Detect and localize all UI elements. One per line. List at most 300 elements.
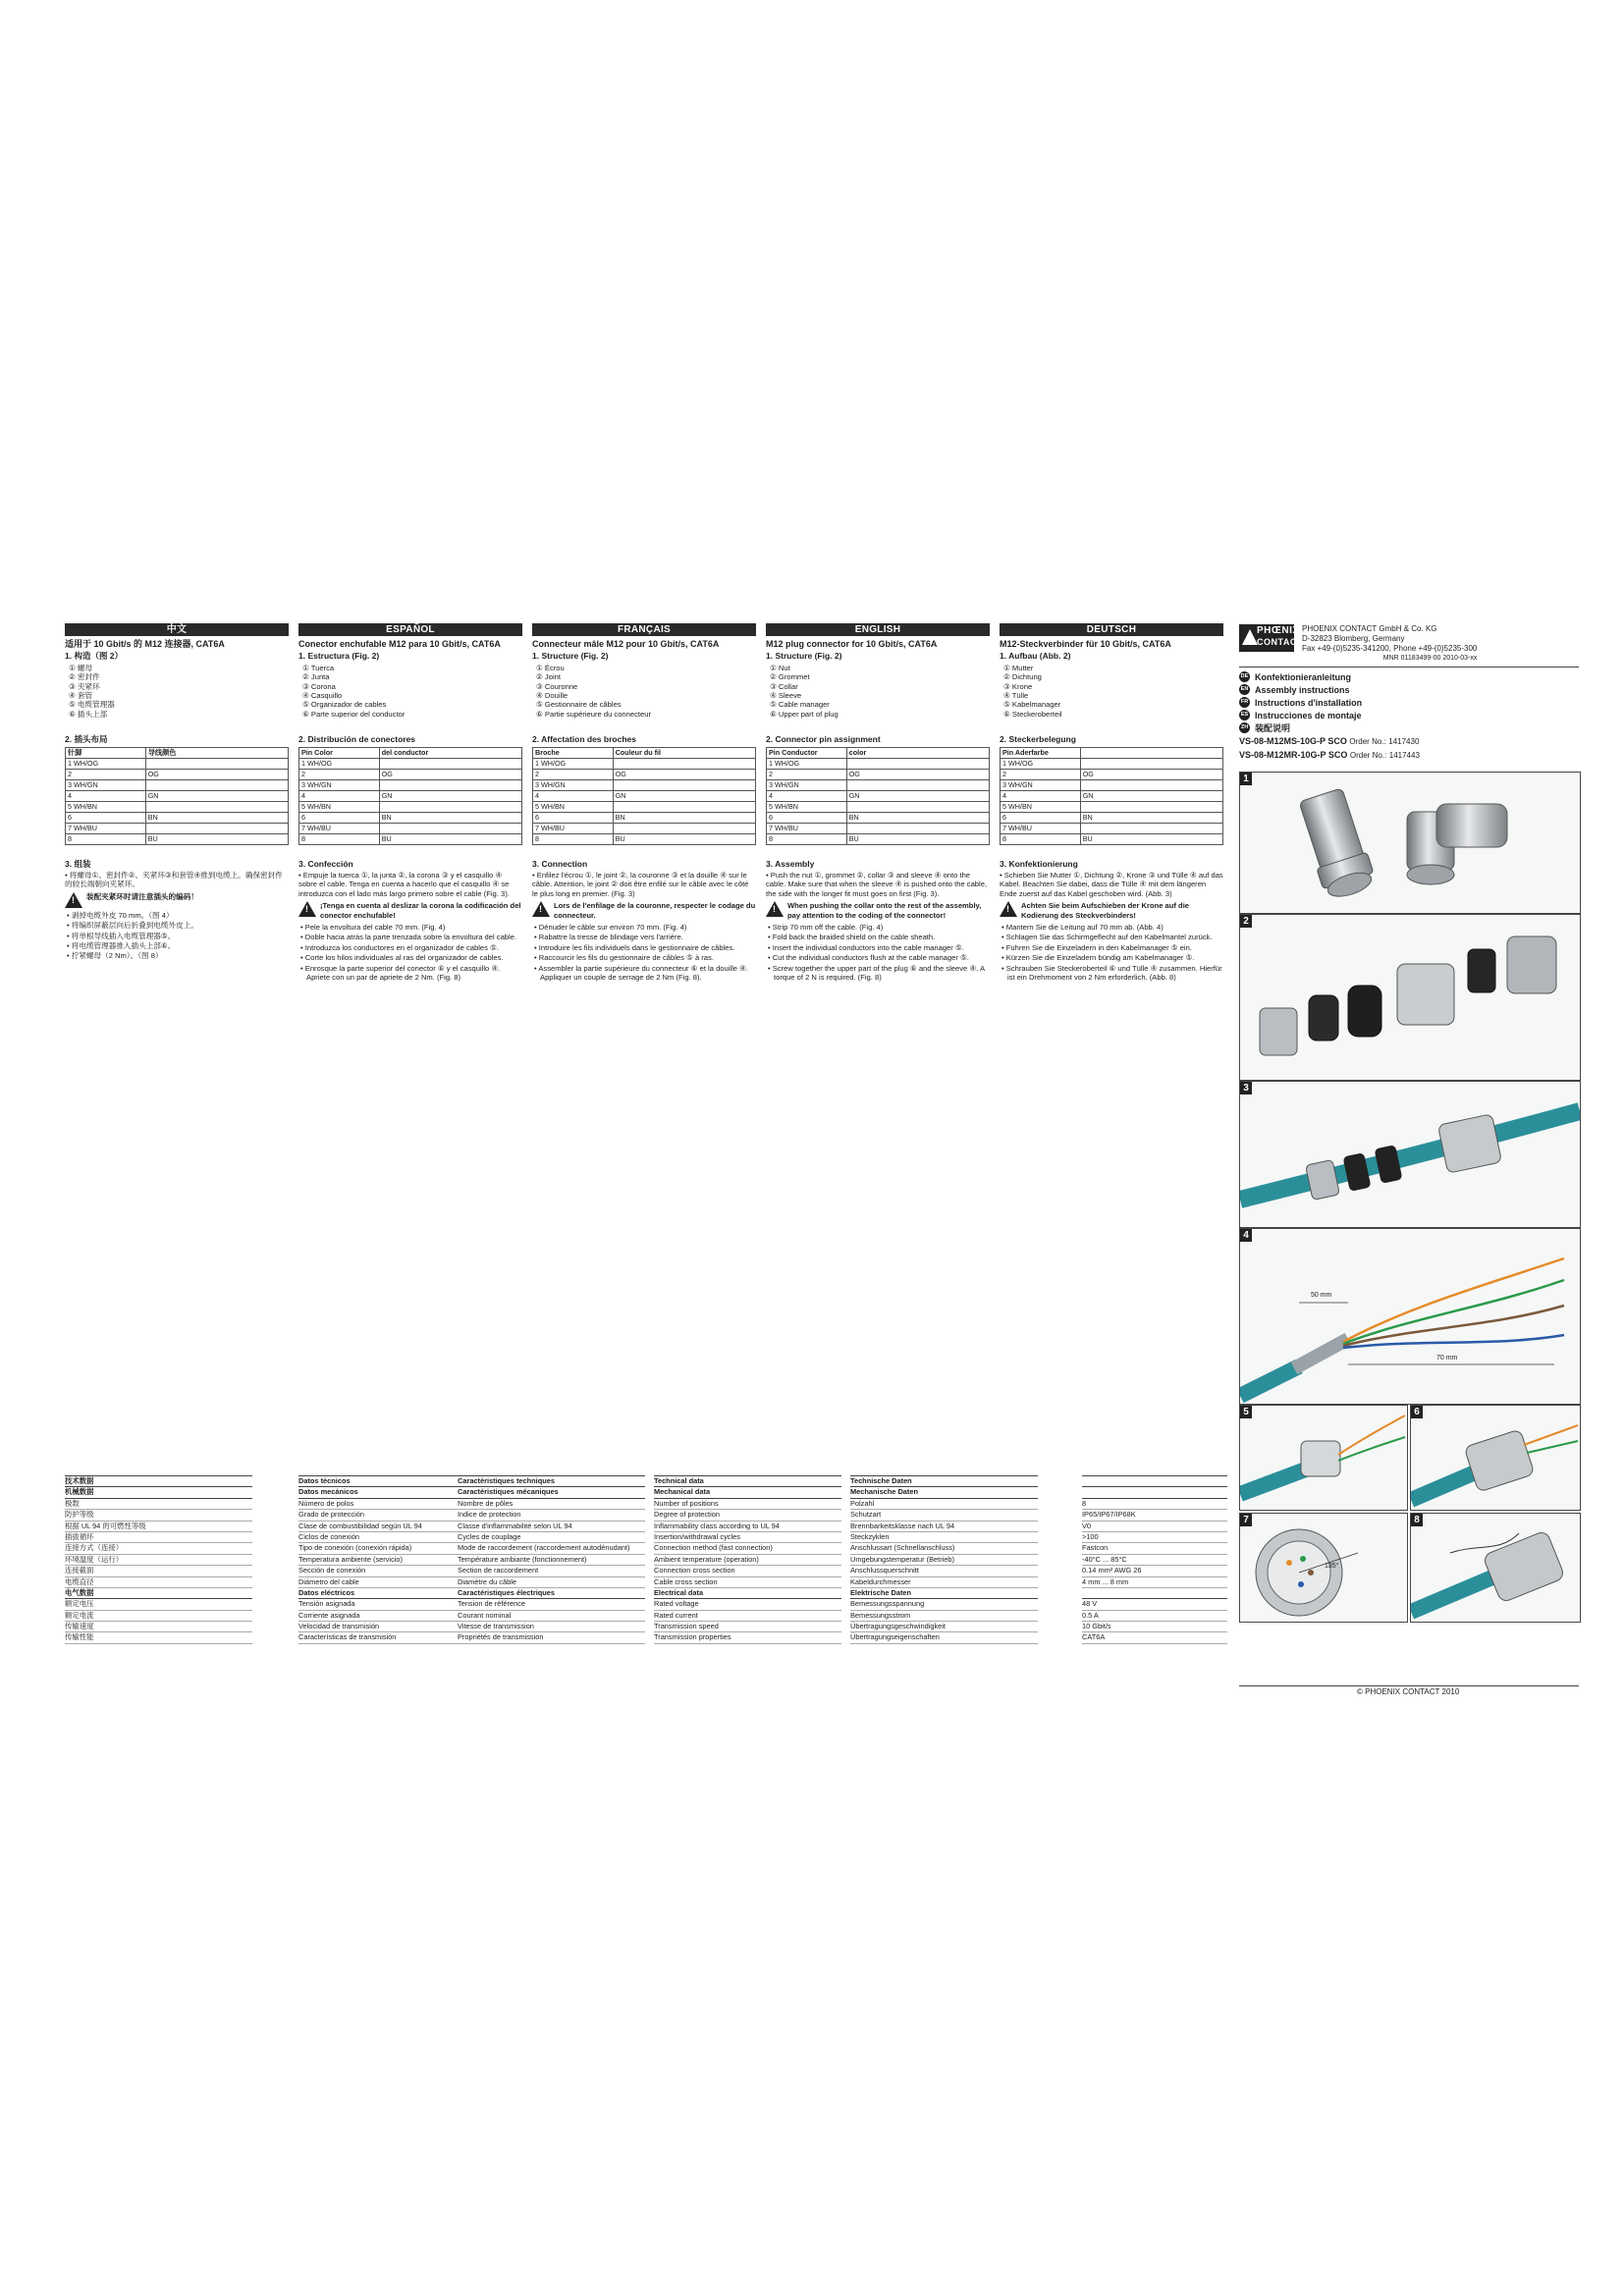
color-cell: BU	[1080, 833, 1222, 844]
structure-item: ③ Couronne	[536, 681, 578, 691]
table-row	[533, 833, 756, 844]
tech-row: Diámetro del cable	[298, 1577, 486, 1588]
table-row	[767, 769, 990, 779]
technical-data-table	[850, 1475, 1038, 1644]
language-label: Instrucciones de montaje	[1255, 710, 1362, 721]
table-row	[66, 812, 289, 823]
pin-cell: 5 WH/BN	[299, 801, 380, 812]
structure-list	[536, 664, 756, 719]
tech-row: Connection method (fast connection)	[654, 1543, 841, 1554]
tech-row: Connection cross section	[654, 1566, 841, 1576]
logo-top: PHŒNIX	[1257, 625, 1300, 636]
warning-block	[532, 901, 756, 920]
tech-row: 技术数据	[65, 1475, 252, 1487]
color-cell: OG	[613, 769, 755, 779]
table-row	[533, 801, 756, 812]
tech-row: Caractéristiques techniques	[458, 1475, 645, 1487]
table-header-cell: Pin Aderfarbe	[1001, 747, 1081, 758]
assembly-heading: 3. Confección	[298, 858, 353, 869]
color-cell: BU	[379, 833, 521, 844]
assembly-step: • Corte los hilos individuales al ras del organizador de cables.	[300, 953, 504, 963]
pin-cell: 1 WH/OG	[1001, 758, 1081, 769]
pin-cell: 7 WH/BU	[66, 823, 146, 833]
pin-cell: 2	[533, 769, 614, 779]
pin-cell: 4	[767, 790, 847, 801]
structure-item: ① Mutter	[1003, 663, 1034, 672]
structure-heading: 1. Aufbau (Abb. 2)	[1000, 651, 1071, 662]
tech-value	[1082, 1487, 1227, 1498]
warning-block	[766, 901, 990, 920]
tech-row: Steckzyklen	[850, 1532, 1038, 1543]
table-header-cell: 针脚	[66, 747, 146, 758]
pin-cell: 5 WH/BN	[66, 801, 146, 812]
tech-row: Caractéristiques mécaniques	[458, 1487, 645, 1498]
tech-row: Cycles de couplage	[458, 1532, 645, 1543]
pin-cell: 4	[533, 790, 614, 801]
assembly-step: • 剥掉电缆外皮 70 mm。（图 4）	[67, 910, 174, 920]
tech-row: Datos técnicos	[298, 1475, 486, 1487]
color-cell	[1080, 801, 1222, 812]
structure-item: ⑥ Steckeroberteil	[1003, 709, 1062, 719]
structure-list	[770, 664, 990, 719]
tech-row: Degree of protection	[654, 1510, 841, 1521]
tech-row: Diamètre du câble	[458, 1577, 645, 1588]
assembly-step: • Führen Sie die Einzeladern in den Kabelmanager ⑤ ein.	[1001, 942, 1192, 952]
pin-assignment-table	[65, 747, 289, 845]
pin-cell: 3 WH/GN	[533, 779, 614, 790]
table-row	[767, 790, 990, 801]
angle-label: 135°	[1325, 1563, 1339, 1570]
color-cell: OG	[145, 769, 288, 779]
tech-row: 传输性能	[65, 1632, 252, 1643]
assembly-step: • 将单根导线插入电缆管理器⑤。	[67, 931, 176, 940]
table-row	[533, 790, 756, 801]
pin-assignment-table	[1000, 747, 1223, 845]
structure-item: ⑥ Partie supérieure du connecteur	[536, 709, 651, 719]
tech-row: Vitesse de transmission	[458, 1622, 645, 1632]
structure-item: ① Nut	[770, 663, 790, 672]
table-row	[299, 833, 522, 844]
figure-5	[1239, 1405, 1408, 1511]
column-language-header: ENGLISH	[766, 623, 990, 636]
pin-cell: 6	[533, 812, 614, 823]
color-cell	[1080, 823, 1222, 833]
assembly-step: • Cut the individual conductors flush at the cable manager ⑤.	[768, 953, 969, 963]
bottom-rule	[1239, 1685, 1579, 1686]
pin-cell: 6	[299, 812, 380, 823]
warning-text: ¡Tenga en cuenta al deslizar la corona la codificación del conector enchufable!	[320, 901, 521, 920]
table-row	[1001, 812, 1223, 823]
tech-row: Transmission speed	[654, 1622, 841, 1632]
structure-heading: 1. Structure (Fig. 2)	[766, 651, 842, 662]
tech-row: Tension de référence	[458, 1599, 645, 1610]
assembly-step: • Raccourcir les fils du gestionnaire de câbles ⑤ à ras.	[534, 953, 714, 963]
language-column	[65, 623, 289, 961]
table-row	[1001, 769, 1223, 779]
tech-value: 4 mm ... 8 mm	[1082, 1577, 1227, 1588]
warning-icon	[532, 901, 550, 917]
figure-3	[1239, 1081, 1581, 1228]
table-row	[1001, 758, 1223, 769]
warning-text: When pushing the collar onto the rest of the assembly, pay attention to the coding of the connector!	[787, 901, 982, 920]
structure-item: ① Tuerca	[302, 663, 335, 672]
assembly-step: • Strip 70 mm off the cable. (Fig. 4)	[768, 923, 884, 932]
table-row	[66, 790, 289, 801]
language-label: 装配说明	[1255, 723, 1291, 733]
tech-row: Übertragungsgeschwindigkeit	[850, 1622, 1038, 1632]
color-cell: BN	[846, 812, 989, 823]
tech-row: Temperatura ambiente (servicio)	[298, 1555, 486, 1566]
language-code-badge: EN	[1239, 684, 1250, 695]
address-line: PHOENIX CONTACT GmbH & Co. KG	[1302, 624, 1437, 633]
color-cell	[613, 801, 755, 812]
assembly-step: • Pele la envoltura del cable 70 mm. (Fig. 4)	[300, 923, 446, 932]
language-code-badge: FR	[1239, 697, 1250, 708]
assembly-step: • Kürzen Sie die Einzeladern bündig am Kabelmanager ⑤.	[1001, 953, 1195, 963]
structure-list	[1003, 664, 1223, 719]
tech-row: Velocidad de transmisión	[298, 1622, 486, 1632]
assembly-step: • Screw together the upper part of the plug ⑥ and the sleeve ④. A torque of 2 N is required. (Fig. 8)	[768, 963, 985, 983]
structure-item: ⑤ 电缆管理器	[69, 700, 115, 710]
assembly-text: • Empuje la tuerca ①, la junta ②, la corona ③ y el casquillo ④ sobre el cable. Tenga en cuenta a hacerlo que el casquillo ④ se introduzca con el lado más largo primero sobre el cable (Fig. 3).	[298, 870, 510, 898]
tech-row: 连接方式（连接）	[65, 1543, 252, 1554]
tech-row: Anschlussquerschnitt	[850, 1566, 1038, 1576]
color-cell: GN	[1080, 790, 1222, 801]
language-entry	[1239, 670, 1362, 683]
table-row	[299, 801, 522, 812]
figure-number: 6	[1411, 1406, 1423, 1418]
assembly-text: • Enfilez l'écrou ①, le joint ②, la couronne ③ et la douille ④ sur le câble. Attention, le joint ② doit être enfilé sur le câble avec le côté le plus long en premier. (Fig. 3)	[532, 870, 749, 898]
color-cell	[145, 779, 288, 790]
column-language-header: ESPAÑOL	[298, 623, 522, 636]
pin-cell: 6	[66, 812, 146, 823]
tech-row: Mode de raccordement (raccordement autodénudant)	[458, 1543, 645, 1554]
finished-connector-illustration	[1411, 1514, 1580, 1622]
tech-value: CAT6A	[1082, 1632, 1227, 1643]
product-title: Conector enchufable M12 para 10 Gbit/s, CAT6A	[298, 639, 501, 649]
structure-item: ③ Krone	[1003, 681, 1033, 691]
tech-row: Mechanical data	[654, 1487, 841, 1498]
copyright: © PHOENIX CONTACT 2010	[1357, 1687, 1460, 1696]
figure-8	[1410, 1513, 1581, 1623]
tech-value: 8	[1082, 1499, 1227, 1510]
order-label: Order No.:	[1349, 737, 1386, 746]
product-title: M12-Steckverbinder für 10 Gbit/s, CAT6A	[1000, 639, 1171, 649]
table-row	[767, 833, 990, 844]
pin-assignment-heading: 2. Affectation des broches	[532, 734, 636, 745]
tech-row: Section de raccordement	[458, 1566, 645, 1576]
table-row	[299, 790, 522, 801]
tech-value: V0	[1082, 1522, 1227, 1532]
dimension-label: 70 mm	[1436, 1355, 1458, 1362]
pin-cell: 5 WH/BN	[767, 801, 847, 812]
table-row	[1001, 779, 1223, 790]
structure-item: ② 密封件	[69, 672, 100, 682]
pin-cell: 7 WH/BU	[299, 823, 380, 833]
structure-heading: 1. 构造（图 2）	[65, 651, 124, 662]
tech-row: Rated current	[654, 1611, 841, 1622]
logo-bottom: CONTACT	[1257, 637, 1303, 647]
pin-cell: 5 WH/BN	[1001, 801, 1081, 812]
color-cell: GN	[145, 790, 288, 801]
color-cell: BU	[846, 833, 989, 844]
table-row	[767, 823, 990, 833]
tech-row: Kabeldurchmesser	[850, 1577, 1038, 1588]
tech-row: 防护等级	[65, 1510, 252, 1521]
figure-number: 3	[1240, 1082, 1252, 1095]
pin-assignment-heading: 2. 插头布局	[65, 734, 108, 745]
figure-number: 4	[1240, 1229, 1252, 1242]
product-title: Connecteur mâle M12 pour 10 Gbit/s, CAT6A	[532, 639, 720, 649]
pin-cell: 8	[1001, 833, 1081, 844]
tech-row: 根据 UL 94 的可燃性等级	[65, 1522, 252, 1532]
figure-number: 5	[1240, 1406, 1252, 1418]
tech-row: Características de transmisión	[298, 1632, 486, 1643]
tech-row: Brennbarkeitsklasse nach UL 94	[850, 1522, 1038, 1532]
structure-item: ⑤ Organizador de cables	[302, 700, 387, 710]
structure-item: ⑤ Gestionnaire de câbles	[536, 700, 622, 710]
company-address	[1302, 624, 1477, 664]
tech-row: Rated voltage	[654, 1599, 841, 1610]
order-number: 1417443	[1388, 751, 1420, 760]
tech-row: Cable cross section	[654, 1577, 841, 1588]
tech-row: 电气数据	[65, 1588, 252, 1599]
table-row	[533, 769, 756, 779]
product-line	[1239, 750, 1420, 764]
structure-item: ② Grommet	[770, 672, 810, 682]
pin-assignment-table	[532, 747, 756, 845]
figure-6	[1410, 1405, 1581, 1511]
assembly-heading: 3. Connection	[532, 858, 588, 869]
table-header-cell: color	[846, 747, 989, 758]
structure-item: ③ Corona	[302, 681, 336, 691]
tech-row: Elektrische Daten	[850, 1588, 1038, 1599]
assembly-step: • Fold back the braided shield on the cable sheath.	[768, 933, 936, 942]
assembly-step: • Introduzca los conductores en el organizador de cables ⑤.	[300, 942, 499, 952]
tech-row: Technische Daten	[850, 1475, 1038, 1487]
tech-value: 48 V	[1082, 1599, 1227, 1610]
structure-item: ④ Douille	[536, 690, 568, 700]
pin-assignment-table	[766, 747, 990, 845]
assembly-step: • Rabattre la tresse de blindage vers l'arrière.	[534, 933, 683, 942]
pin-cell: 8	[299, 833, 380, 844]
language-label: Instructions d'installation	[1255, 697, 1363, 708]
language-column	[1000, 623, 1223, 982]
table-header-cell	[1080, 747, 1222, 758]
tech-value: 0.5 A	[1082, 1611, 1227, 1622]
table-row	[299, 812, 522, 823]
language-entry	[1239, 709, 1362, 721]
tech-row: Número de polos	[298, 1499, 486, 1510]
warning-icon	[766, 901, 784, 917]
table-row	[299, 779, 522, 790]
figure-number: 7	[1240, 1514, 1252, 1526]
color-cell	[145, 801, 288, 812]
tech-row: Datos eléctricos	[298, 1588, 486, 1599]
logo-mark-icon	[1242, 629, 1258, 645]
warning-icon	[65, 892, 82, 908]
table-row	[533, 779, 756, 790]
color-cell	[379, 779, 521, 790]
color-cell: GN	[613, 790, 755, 801]
tech-row: Nombre de pôles	[458, 1499, 645, 1510]
pin-cell: 2	[1001, 769, 1081, 779]
pin-cell: 7 WH/BU	[767, 823, 847, 833]
structure-item: ④ 套管	[69, 690, 93, 700]
technical-data-table	[654, 1475, 841, 1644]
tech-value: 10 Gbit/s	[1082, 1622, 1227, 1632]
product-name: VS-08-M12MS-10G-P SCO	[1239, 736, 1347, 746]
tech-row: Caractéristiques électriques	[458, 1588, 645, 1599]
assembly-step: • Insert the individual conductors into the cable manager ⑤.	[768, 942, 964, 952]
structure-item: ③ 夹紧环	[69, 681, 100, 691]
assembly-step: • Assembler la partie supérieure du connecteur ⑥ et la douille ④. Appliquer un couple de serrage de 2 Nm (Fig. 8).	[534, 963, 749, 983]
figure-number: 2	[1240, 915, 1252, 928]
pin-cell: 4	[66, 790, 146, 801]
language-entry	[1239, 721, 1362, 734]
tech-row: 额定电压	[65, 1599, 252, 1610]
color-cell: OG	[1080, 769, 1222, 779]
structure-list	[69, 664, 289, 719]
tech-row: Courant nominal	[458, 1611, 645, 1622]
tech-row: Clase de combustibilidad según UL 94	[298, 1522, 486, 1532]
tech-row: Technical data	[654, 1475, 841, 1487]
color-cell	[1080, 779, 1222, 790]
color-cell: GN	[379, 790, 521, 801]
structure-item: ⑤ Cable manager	[770, 700, 830, 710]
pin-assignment-heading: 2. Distribución de conectores	[298, 734, 416, 745]
language-column	[298, 623, 522, 982]
warning-icon	[1000, 901, 1017, 917]
assembly-step: • Schrauben Sie Steckeroberteil ⑥ und Tülle ④ zusammen. Hierfür ist ein Drehmoment von 2 Nm erforderlich. (Abb. 8)	[1001, 963, 1222, 983]
table-row	[299, 769, 522, 779]
assembly-step: • Mantern Sie die Leitung auf 70 mm ab. (Abb. 4)	[1001, 923, 1164, 932]
language-list	[1239, 670, 1362, 734]
tech-row: Mechanische Daten	[850, 1487, 1038, 1498]
table-row	[66, 769, 289, 779]
figure-number: 1	[1240, 773, 1252, 785]
table-row	[533, 812, 756, 823]
tech-row: Bemessungsspannung	[850, 1599, 1038, 1610]
table-row	[767, 812, 990, 823]
address-line: Fax +49-(0)5235-341200, Phone +49-(0)5235-300	[1302, 644, 1478, 653]
tech-row: Indice de protection	[458, 1510, 645, 1521]
color-cell: BN	[379, 812, 521, 823]
color-cell	[1080, 758, 1222, 769]
pin-cell: 4	[299, 790, 380, 801]
tech-row: Tensión asignada	[298, 1599, 486, 1610]
parts-on-cable-illustration	[1240, 1082, 1580, 1227]
pin-cell: 8	[66, 833, 146, 844]
tech-row: Propriétés de transmission	[458, 1632, 645, 1643]
pin-cell: 1 WH/OG	[299, 758, 380, 769]
structure-item: ① 螺母	[69, 663, 93, 672]
pin-cell: 6	[767, 812, 847, 823]
table-row	[66, 823, 289, 833]
pin-assignment-heading: 2. Steckerbelegung	[1000, 734, 1076, 745]
pin-cell: 1 WH/OG	[66, 758, 146, 769]
tech-row: Datos mecánicos	[298, 1487, 486, 1498]
tech-row: 环境温度（运行）	[65, 1555, 252, 1566]
table-header-cell: Couleur du fil	[613, 747, 755, 758]
tech-row: Corriente asignada	[298, 1611, 486, 1622]
table-row	[299, 758, 522, 769]
assembly-step: • Introduire les fils individuels dans le gestionnaire de câbles.	[534, 942, 735, 952]
language-column	[766, 623, 990, 982]
color-cell: GN	[846, 790, 989, 801]
color-cell	[379, 823, 521, 833]
table-header-cell: Broche	[533, 747, 614, 758]
tech-value: 0.14 mm² AWG 26	[1082, 1566, 1227, 1576]
pin-cell: 8	[767, 833, 847, 844]
exploded-parts-illustration	[1240, 915, 1580, 1080]
tech-row: Inflammability class according to UL 94	[654, 1522, 841, 1532]
tech-row: Insertion/withdrawal cycles	[654, 1532, 841, 1543]
product-title: 适用于 10 Gbit/s 的 M12 连接器, CAT6A	[65, 639, 225, 649]
tech-value: IP65/IP67/IP68K	[1082, 1510, 1227, 1521]
color-cell: BN	[613, 812, 755, 823]
language-column	[532, 623, 756, 982]
color-cell: OG	[379, 769, 521, 779]
color-cell	[613, 758, 755, 769]
tech-row: 连接截面	[65, 1566, 252, 1576]
warning-block	[1000, 901, 1223, 920]
tech-row: Electrical data	[654, 1588, 841, 1599]
tech-value	[1082, 1475, 1227, 1487]
assembly-text: • Schieben Sie Mutter ①, Dichtung ②, Krone ③ und Tülle ④ auf das Kabel. Beachten Sie dabei, dass die Tülle ④ mit dem längeren Ende zuerst auf das Kabel geschoben wird. (Abb. 3)	[1000, 870, 1223, 898]
assembly-step: • Schlagen Sie das Schirmgeflecht auf den Kabelmantel zurück.	[1001, 933, 1213, 942]
tech-value	[1082, 1588, 1227, 1599]
structure-item: ④ Sleeve	[770, 690, 802, 700]
table-row	[533, 823, 756, 833]
table-row	[1001, 801, 1223, 812]
pin-cell: 3 WH/GN	[1001, 779, 1081, 790]
tech-row: 插拔循环	[65, 1532, 252, 1543]
structure-item: ③ Collar	[770, 681, 798, 691]
language-code-badge: DE	[1239, 671, 1250, 682]
pin-cell: 2	[767, 769, 847, 779]
color-cell	[846, 823, 989, 833]
pin-assignment-table	[298, 747, 522, 845]
structure-item: ⑥ 插头上部	[69, 709, 108, 719]
structure-heading: 1. Structure (Fig. 2)	[532, 651, 609, 662]
product-line	[1239, 736, 1420, 750]
structure-item: ① Écrou	[536, 663, 565, 672]
assembly-step: • Enrosque la parte superior del conector ⑥ y el casquillo ④. Apriete con un par de apriete de 2 Nm. (Fig. 8)	[300, 963, 501, 983]
pin-cell: 7 WH/BU	[1001, 823, 1081, 833]
table-header-cell: Pin Conductor	[767, 747, 847, 758]
tech-value: >100	[1082, 1532, 1227, 1543]
tech-row: Sección de conexión	[298, 1566, 486, 1576]
tech-row: Température ambiante (fonctionnement)	[458, 1555, 645, 1566]
product-title: M12 plug connector for 10 Gbit/s, CAT6A	[766, 639, 938, 649]
pin-cell: 6	[1001, 812, 1081, 823]
tech-row: Anschlussart (Schnellanschluss)	[850, 1543, 1038, 1554]
pin-cell: 2	[66, 769, 146, 779]
figure-number: 8	[1411, 1514, 1423, 1526]
pin-assignment-heading: 2. Connector pin assignment	[766, 734, 881, 745]
pin-cell: 3 WH/GN	[66, 779, 146, 790]
tech-value: Fastcon	[1082, 1543, 1227, 1554]
table-row	[1001, 790, 1223, 801]
assembly-heading: 3. Konfektionierung	[1000, 858, 1078, 869]
color-cell	[613, 779, 755, 790]
tech-row: Transmission properties	[654, 1632, 841, 1643]
color-cell: BU	[613, 833, 755, 844]
tech-row: Number of positions	[654, 1499, 841, 1510]
structure-item: ④ Tülle	[1003, 690, 1029, 700]
assembly-step: • Doble hacia atrás la parte trenzada sobre la envoltura del cable.	[300, 933, 517, 942]
